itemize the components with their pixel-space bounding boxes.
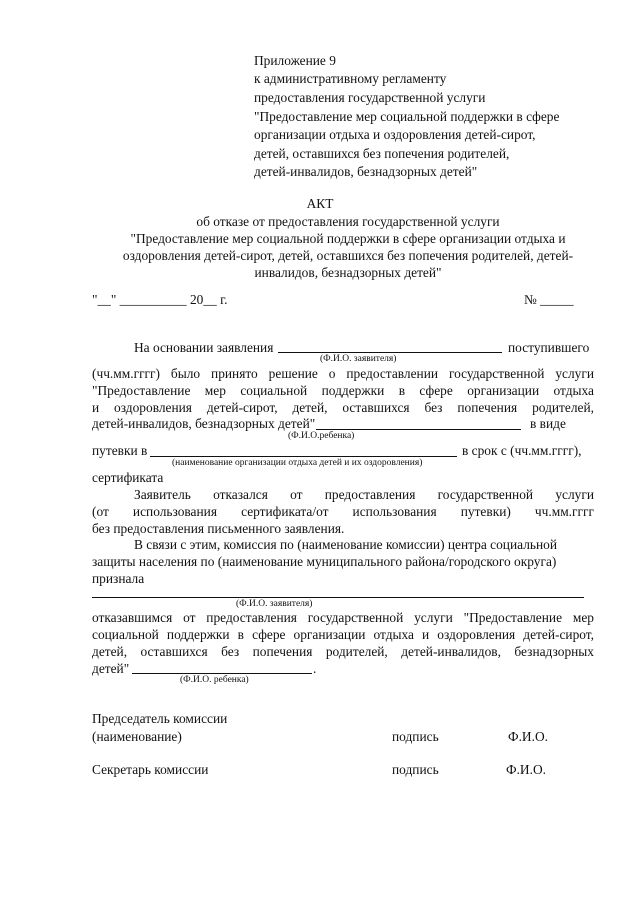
appendix-line-7: детей-инвалидов, безнадзорных детей"	[254, 164, 478, 179]
act-subtitle-line-1: об отказе от предоставления государственной услуги	[196, 214, 500, 229]
p1-line-5-end: в виде	[530, 416, 566, 431]
caption-organization: (наименование организации отдыха детей и их оздоровления)	[172, 458, 423, 468]
applicant-name-line-2	[92, 597, 584, 598]
p1-line-7: сертификата	[92, 470, 164, 485]
appendix-line-3: предоставления государственной услуги	[254, 90, 486, 105]
act-number: № _____	[524, 292, 574, 307]
act-subtitle-line-4: инвалидов, безнадзорных детей"	[254, 265, 442, 280]
appendix-line-4: "Предоставление мер социальной поддержки в сфере	[254, 109, 560, 124]
p1-start: На основании заявления	[134, 340, 274, 355]
appendix-line-2: к административному регламенту	[254, 71, 447, 86]
appendix-line-1: Приложение 9	[254, 53, 336, 68]
organization-line	[150, 456, 457, 457]
appendix-line-5: организации отдыха и оздоровления детей-сирот,	[254, 127, 536, 142]
chair-signature: подпись	[392, 729, 439, 744]
p1-line-2: (чч.мм.гггг) было принято решение о предоставлении государственной услуги	[92, 366, 594, 381]
child-name-line	[316, 429, 521, 430]
secretary-title: Секретарь комиссии	[92, 762, 209, 777]
secretary-signature: подпись	[392, 762, 439, 777]
p4-line-1: отказавшимся от предоставления государственной услуги "Предоставление мер	[92, 610, 594, 625]
caption-child-2: (Ф.И.О. ребенка)	[180, 675, 249, 685]
chair-subtitle: (наименование)	[92, 729, 182, 744]
applicant-name-line	[278, 352, 502, 353]
p1-end: поступившего	[508, 340, 590, 355]
child-name-line-2	[132, 673, 312, 674]
caption-applicant-2: (Ф.И.О. заявителя)	[236, 599, 313, 609]
chair-name: Ф.И.О.	[508, 729, 548, 744]
caption-child: (Ф.И.О.ребенка)	[288, 431, 355, 441]
p2-line-1: Заявитель отказался от предоставления государственной услуги	[134, 487, 594, 502]
p4-line-4-end: .	[313, 661, 317, 676]
p3-line-3: признала	[92, 571, 145, 586]
act-date: "__" __________ 20__ г.	[92, 292, 228, 307]
p4-line-2: социальной поддержки в сфере организации отдыха и оздоровления детей-сирот,	[92, 627, 594, 642]
appendix-line-6: детей, оставшихся без попечения родителей,	[254, 146, 510, 161]
p2-line-2: (от использования сертификата/от использования путевки) чч.мм.гггг	[92, 504, 594, 519]
p2-line-3: без предоставления письменного заявления.	[92, 521, 345, 536]
p1-line-6-end: в срок с (чч.мм.гггг),	[462, 443, 582, 458]
secretary-name: Ф.И.О.	[506, 762, 546, 777]
p3-line-2: защиты населения по (наименование муниципального района/городского округа)	[92, 554, 557, 569]
p4-line-4-start: детей"	[92, 661, 130, 676]
p1-line-6-start: путевки в	[92, 443, 148, 458]
chair-title: Председатель комиссии	[92, 711, 228, 726]
p3-line-1: В связи с этим, комиссия по (наименование комиссии) центра социальной	[134, 537, 558, 552]
p1-line-5-start: детей-инвалидов, безнадзорных детей"	[92, 416, 316, 431]
p1-line-4: и оздоровления детей-сирот, детей, оставшихся без попечения родителей,	[92, 400, 594, 415]
caption-applicant: (Ф.И.О. заявителя)	[320, 354, 397, 364]
act-subtitle-line-2: "Предоставление мер социальной поддержки в сфере организации отдыха и	[130, 231, 566, 246]
p4-line-3: детей, оставшихся без попечения родителей, детей-инвалидов, безнадзорных	[92, 644, 594, 659]
act-subtitle-line-3: оздоровления детей-сирот, детей, оставшихся без попечения родителей, детей-	[122, 248, 574, 263]
act-title: АКТ	[306, 196, 334, 211]
p1-line-3: "Предоставление мер социальной поддержки в сфере организации отдыха	[92, 383, 594, 398]
